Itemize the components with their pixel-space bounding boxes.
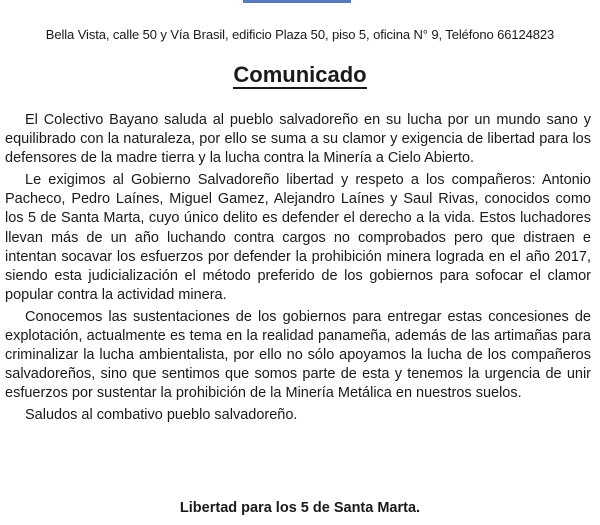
paragraph-salute: Saludos al combativo pueblo salvadoreño. (25, 407, 298, 424)
document-title (0, 62, 600, 88)
paragraph-demand: Le exigimos al Gobierno Salvadoreño libertad y respeto a los compañeros: Antonio Pacheco, Pedro Laínes, Miguel Gamez, Alejandro Laínes y Saul Rivas, conocidos como los 5 de Santa Marta, cuyo único delito es defender el derecho a la vida. Estos luchadores llevan más de un año luchando contra cargos no comprobados pero que distraen e intentan socavar los esfuerzos por defender la prohibición minera lograda en el año 2017, siendo esta judicialización el método preferido de los gobiernos para sofocar el clamor popular contra la actividad minera. (5, 172, 591, 303)
address-line: Bella Vista, calle 50 y Vía Brasil, edificio Plaza 50, piso 5, oficina N° 9, Teléfono 66124823 (45, 27, 555, 42)
paragraph-greeting: El Colectivo Bayano saluda al pueblo salvadoreño en su lucha por un mundo sano y equilibrado con la naturaleza, por ello se suma a su clamor y exigencia de libertad para los defensores de la madre tierra y la lucha contra la Minería a Cielo Abierto. (5, 112, 591, 167)
closing-statement: Libertad para los 5 de Santa Marta. (179, 500, 421, 516)
document-title-text: Comunicado (233, 62, 367, 87)
header-link-underline (243, 0, 351, 3)
document-body (5, 111, 591, 429)
paragraph-context: Conocemos las sustentaciones de los gobiernos para entregar estas concesiones de explotación, actualmente es tema en la realidad panameña, además de las artimañas para criminalizar la lucha ambientalista, por ello no sólo apoyamos la lucha de los compañeros salvadoreños, sino que sentimos que somos parte de esta y tenemos la urgencia de unir esfuerzos por sustentar la prohibición de la Minería Metálica en nuestros suelos. (5, 308, 591, 402)
